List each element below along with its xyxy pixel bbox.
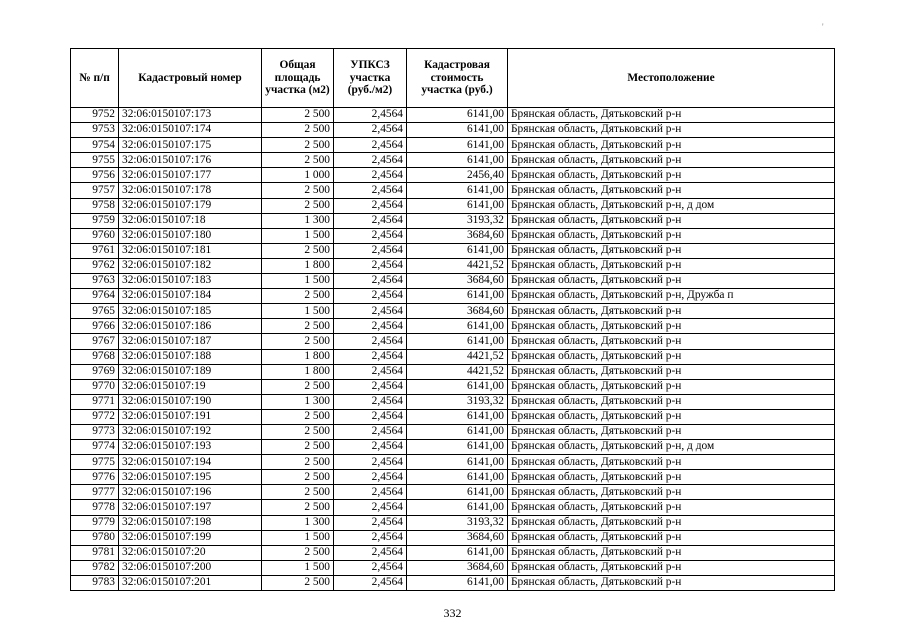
table-row: [71, 440, 835, 455]
cell-location: Брянская область, Дятьковский р-н: [508, 258, 835, 273]
cell-upksz: 2,4564: [334, 123, 407, 138]
cell-upksz: 2,4564: [334, 424, 407, 439]
cell-cadastral-number: 32:06:0150107:199: [119, 530, 262, 545]
table-row: [71, 243, 835, 258]
cell-upksz: 2,4564: [334, 243, 407, 258]
cell-upksz: 2,4564: [334, 455, 407, 470]
cell-upksz: 2,4564: [334, 138, 407, 153]
cell-location: Брянская область, Дятьковский р-н: [508, 108, 835, 123]
cell-cadastral-number: 32:06:0150107:187: [119, 334, 262, 349]
cell-num: 9762: [71, 258, 119, 273]
cell-location: Брянская область, Дятьковский р-н: [508, 138, 835, 153]
cell-area: 2 500: [262, 289, 334, 304]
cell-cadastral-cost: 6141,00: [407, 108, 508, 123]
cell-location: Брянская область, Дятьковский р-н: [508, 334, 835, 349]
cell-num: 9766: [71, 319, 119, 334]
cell-cadastral-number: 32:06:0150107:173: [119, 108, 262, 123]
cell-location: Брянская область, Дятьковский р-н, Дружба п: [508, 289, 835, 304]
cell-cadastral-cost: 6141,00: [407, 424, 508, 439]
cell-cadastral-cost: 3684,60: [407, 274, 508, 289]
cell-location: Брянская область, Дятьковский р-н: [508, 485, 835, 500]
cell-num: 9768: [71, 349, 119, 364]
header-row: [71, 49, 835, 108]
cell-cadastral-number: 32:06:0150107:176: [119, 153, 262, 168]
cell-location: Брянская область, Дятьковский р-н: [508, 153, 835, 168]
cell-location: Брянская область, Дятьковский р-н, д дом: [508, 198, 835, 213]
cell-cadastral-number: 32:06:0150107:182: [119, 258, 262, 273]
table-row: [71, 409, 835, 424]
table-row: [71, 485, 835, 500]
cell-location: Брянская область, Дятьковский р-н, д дом: [508, 440, 835, 455]
table-row: [71, 304, 835, 319]
cell-upksz: 2,4564: [334, 515, 407, 530]
cell-upksz: 2,4564: [334, 364, 407, 379]
cell-area: 2 500: [262, 409, 334, 424]
cell-cadastral-number: 32:06:0150107:192: [119, 424, 262, 439]
table-row: [71, 470, 835, 485]
table-row: [71, 424, 835, 439]
cell-location: Брянская область, Дятьковский р-н: [508, 213, 835, 228]
cell-upksz: 2,4564: [334, 183, 407, 198]
cell-num: 9752: [71, 108, 119, 123]
cell-cadastral-number: 32:06:0150107:179: [119, 198, 262, 213]
cell-upksz: 2,4564: [334, 560, 407, 575]
cell-upksz: 2,4564: [334, 440, 407, 455]
cell-num: 9770: [71, 379, 119, 394]
cell-location: Брянская область, Дятьковский р-н: [508, 560, 835, 575]
cell-cadastral-number: 32:06:0150107:201: [119, 575, 262, 590]
cell-area: 2 500: [262, 485, 334, 500]
cell-area: 1 800: [262, 349, 334, 364]
cell-cadastral-number: 32:06:0150107:174: [119, 123, 262, 138]
cell-upksz: 2,4564: [334, 168, 407, 183]
cell-location: Брянская область, Дятьковский р-н: [508, 545, 835, 560]
cell-area: 2 500: [262, 198, 334, 213]
cell-cadastral-cost: 6141,00: [407, 470, 508, 485]
cell-cadastral-cost: 3684,60: [407, 530, 508, 545]
cell-area: 2 500: [262, 138, 334, 153]
cell-num: 9774: [71, 440, 119, 455]
cell-num: 9758: [71, 198, 119, 213]
cell-cadastral-cost: 3684,60: [407, 228, 508, 243]
cell-cadastral-number: 32:06:0150107:180: [119, 228, 262, 243]
cell-cadastral-cost: 6141,00: [407, 500, 508, 515]
cell-num: 9769: [71, 364, 119, 379]
cell-cadastral-cost: 6141,00: [407, 183, 508, 198]
cell-upksz: 2,4564: [334, 258, 407, 273]
cell-num: 9778: [71, 500, 119, 515]
cell-cadastral-number: 32:06:0150107:189: [119, 364, 262, 379]
cell-cadastral-cost: 6141,00: [407, 440, 508, 455]
cell-location: Брянская область, Дятьковский р-н: [508, 304, 835, 319]
table-body: [71, 108, 835, 591]
cell-upksz: 2,4564: [334, 379, 407, 394]
cell-upksz: 2,4564: [334, 228, 407, 243]
table-row: [71, 379, 835, 394]
cell-cadastral-cost: 6141,00: [407, 409, 508, 424]
cell-num: 9767: [71, 334, 119, 349]
cell-num: 9773: [71, 424, 119, 439]
cell-cadastral-cost: 6141,00: [407, 123, 508, 138]
cell-upksz: 2,4564: [334, 108, 407, 123]
header-upksz: УПКСЗ участка (руб./м2): [334, 49, 407, 108]
cell-num: 9759: [71, 213, 119, 228]
cell-upksz: 2,4564: [334, 319, 407, 334]
cell-area: 2 500: [262, 153, 334, 168]
table-row: [71, 545, 835, 560]
table-row: [71, 530, 835, 545]
cell-upksz: 2,4564: [334, 409, 407, 424]
cell-cadastral-cost: 4421,52: [407, 364, 508, 379]
cell-upksz: 2,4564: [334, 545, 407, 560]
table-row: [71, 289, 835, 304]
cell-cadastral-number: 32:06:0150107:200: [119, 560, 262, 575]
cell-location: Брянская область, Дятьковский р-н: [508, 530, 835, 545]
cell-area: 2 500: [262, 500, 334, 515]
table-row: [71, 138, 835, 153]
cell-cadastral-cost: 6141,00: [407, 319, 508, 334]
cell-cadastral-number: 32:06:0150107:196: [119, 485, 262, 500]
cell-cadastral-cost: 6141,00: [407, 455, 508, 470]
cell-area: 1 800: [262, 364, 334, 379]
cell-area: 1 500: [262, 274, 334, 289]
header-location: Местоположение: [508, 49, 835, 108]
cell-area: 1 000: [262, 168, 334, 183]
cell-cadastral-number: 32:06:0150107:198: [119, 515, 262, 530]
cell-num: 9755: [71, 153, 119, 168]
cell-cadastral-cost: 6141,00: [407, 198, 508, 213]
cell-num: 9772: [71, 409, 119, 424]
cell-cadastral-cost: 3684,60: [407, 560, 508, 575]
cell-area: 2 500: [262, 334, 334, 349]
cell-cadastral-number: 32:06:0150107:20: [119, 545, 262, 560]
cell-area: 1 300: [262, 515, 334, 530]
cell-cadastral-cost: 6141,00: [407, 289, 508, 304]
cell-upksz: 2,4564: [334, 470, 407, 485]
cell-location: Брянская область, Дятьковский р-н: [508, 379, 835, 394]
cell-upksz: 2,4564: [334, 289, 407, 304]
table-row: [71, 349, 835, 364]
table-row: [71, 515, 835, 530]
cell-area: 1 300: [262, 213, 334, 228]
table-row: [71, 168, 835, 183]
cell-cadastral-number: 32:06:0150107:186: [119, 319, 262, 334]
cell-area: 1 300: [262, 394, 334, 409]
cell-location: Брянская область, Дятьковский р-н: [508, 455, 835, 470]
cell-area: 2 500: [262, 545, 334, 560]
cell-cadastral-number: 32:06:0150107:178: [119, 183, 262, 198]
table-row: [71, 560, 835, 575]
cell-cadastral-cost: 6141,00: [407, 575, 508, 590]
cell-area: 2 500: [262, 183, 334, 198]
header-cadastral-number: Кадастровый номер: [119, 49, 262, 108]
cell-location: Брянская область, Дятьковский р-н: [508, 500, 835, 515]
cell-cadastral-number: 32:06:0150107:177: [119, 168, 262, 183]
cell-location: Брянская область, Дятьковский р-н: [508, 470, 835, 485]
cell-location: Брянская область, Дятьковский р-н: [508, 394, 835, 409]
cell-cadastral-cost: 4421,52: [407, 258, 508, 273]
cell-area: 2 500: [262, 424, 334, 439]
header-area: Общая площадь участка (м2): [262, 49, 334, 108]
cell-cadastral-number: 32:06:0150107:197: [119, 500, 262, 515]
cell-cadastral-cost: 6141,00: [407, 153, 508, 168]
cell-cadastral-number: 32:06:0150107:185: [119, 304, 262, 319]
cell-cadastral-cost: 6141,00: [407, 379, 508, 394]
cell-location: Брянская область, Дятьковский р-н: [508, 515, 835, 530]
cell-cadastral-cost: 3193,32: [407, 213, 508, 228]
cell-num: 9753: [71, 123, 119, 138]
cell-location: Брянская область, Дятьковский р-н: [508, 183, 835, 198]
table-row: [71, 153, 835, 168]
cell-upksz: 2,4564: [334, 274, 407, 289]
cell-location: Брянская область, Дятьковский р-н: [508, 575, 835, 590]
cell-location: Брянская область, Дятьковский р-н: [508, 168, 835, 183]
cell-area: 2 500: [262, 243, 334, 258]
cell-cadastral-number: 32:06:0150107:190: [119, 394, 262, 409]
cell-area: 1 500: [262, 560, 334, 575]
cell-cadastral-number: 32:06:0150107:19: [119, 379, 262, 394]
table-row: [71, 258, 835, 273]
cell-area: 1 500: [262, 530, 334, 545]
table-row: [71, 274, 835, 289]
cell-upksz: 2,4564: [334, 530, 407, 545]
cell-cadastral-number: 32:06:0150107:188: [119, 349, 262, 364]
table-row: [71, 123, 835, 138]
cell-location: Брянская область, Дятьковский р-н: [508, 123, 835, 138]
cell-location: Брянская область, Дятьковский р-н: [508, 228, 835, 243]
table-row: [71, 183, 835, 198]
cell-cadastral-number: 32:06:0150107:195: [119, 470, 262, 485]
table-row: [71, 213, 835, 228]
cell-upksz: 2,4564: [334, 500, 407, 515]
cell-cadastral-cost: 6141,00: [407, 138, 508, 153]
cell-num: 9754: [71, 138, 119, 153]
cell-area: 2 500: [262, 319, 334, 334]
table-row: [71, 198, 835, 213]
cell-cadastral-cost: 6141,00: [407, 545, 508, 560]
cell-area: 1 800: [262, 258, 334, 273]
cell-num: 9771: [71, 394, 119, 409]
cell-area: 2 500: [262, 379, 334, 394]
cell-num: 9777: [71, 485, 119, 500]
cell-area: 2 500: [262, 123, 334, 138]
cell-area: 2 500: [262, 440, 334, 455]
cell-area: 1 500: [262, 228, 334, 243]
cell-cadastral-number: 32:06:0150107:191: [119, 409, 262, 424]
page-number: 332: [443, 606, 462, 620]
cell-num: 9781: [71, 545, 119, 560]
table-row: [71, 228, 835, 243]
cell-upksz: 2,4564: [334, 213, 407, 228]
cell-location: Брянская область, Дятьковский р-н: [508, 364, 835, 379]
cell-cadastral-cost: 6141,00: [407, 334, 508, 349]
cell-num: 9756: [71, 168, 119, 183]
table-row: [71, 108, 835, 123]
cell-num: 9763: [71, 274, 119, 289]
cell-cadastral-number: 32:06:0150107:183: [119, 274, 262, 289]
cell-upksz: 2,4564: [334, 394, 407, 409]
cell-cadastral-cost: 6141,00: [407, 485, 508, 500]
cell-num: 9765: [71, 304, 119, 319]
cell-cadastral-number: 32:06:0150107:184: [119, 289, 262, 304]
cell-location: Брянская область, Дятьковский р-н: [508, 349, 835, 364]
table-row: [71, 500, 835, 515]
cell-num: 9776: [71, 470, 119, 485]
cell-cadastral-cost: 3684,60: [407, 304, 508, 319]
cell-location: Брянская область, Дятьковский р-н: [508, 243, 835, 258]
cell-upksz: 2,4564: [334, 349, 407, 364]
cell-cadastral-number: 32:06:0150107:181: [119, 243, 262, 258]
cell-num: 9760: [71, 228, 119, 243]
cadastral-table: [70, 48, 835, 591]
cell-num: 9764: [71, 289, 119, 304]
table-header: [71, 49, 835, 108]
cell-num: 9757: [71, 183, 119, 198]
cell-num: 9761: [71, 243, 119, 258]
cell-num: 9783: [71, 575, 119, 590]
cell-location: Брянская область, Дятьковский р-н: [508, 424, 835, 439]
cell-upksz: 2,4564: [334, 153, 407, 168]
cell-cadastral-cost: 6141,00: [407, 243, 508, 258]
cell-cadastral-number: 32:06:0150107:193: [119, 440, 262, 455]
cell-num: 9782: [71, 560, 119, 575]
cell-area: 2 500: [262, 575, 334, 590]
cell-area: 2 500: [262, 470, 334, 485]
cell-num: 9775: [71, 455, 119, 470]
cell-cadastral-cost: 2456,40: [407, 168, 508, 183]
cell-upksz: 2,4564: [334, 304, 407, 319]
cell-upksz: 2,4564: [334, 485, 407, 500]
cell-area: 2 500: [262, 108, 334, 123]
cell-cadastral-number: 32:06:0150107:194: [119, 455, 262, 470]
cell-num: 9780: [71, 530, 119, 545]
cell-location: Брянская область, Дятьковский р-н: [508, 274, 835, 289]
cell-upksz: 2,4564: [334, 334, 407, 349]
cell-cadastral-number: 32:06:0150107:18: [119, 213, 262, 228]
corner-mark: ': [822, 22, 824, 32]
cell-cadastral-number: 32:06:0150107:175: [119, 138, 262, 153]
cell-area: 2 500: [262, 455, 334, 470]
cell-location: Брянская область, Дятьковский р-н: [508, 409, 835, 424]
cell-upksz: 2,4564: [334, 575, 407, 590]
cell-cadastral-cost: 3193,32: [407, 394, 508, 409]
table-row: [71, 394, 835, 409]
cell-cadastral-cost: 3193,32: [407, 515, 508, 530]
table-row: [71, 319, 835, 334]
cell-area: 1 500: [262, 304, 334, 319]
cell-cadastral-cost: 4421,52: [407, 349, 508, 364]
cell-num: 9779: [71, 515, 119, 530]
header-cadastral-cost: Кадастровая стоимость участка (руб.): [407, 49, 508, 108]
cell-location: Брянская область, Дятьковский р-н: [508, 319, 835, 334]
cell-upksz: 2,4564: [334, 198, 407, 213]
table-row: [71, 334, 835, 349]
table-row: [71, 364, 835, 379]
header-num: № п/п: [71, 49, 119, 108]
table-row: [71, 455, 835, 470]
table-row: [71, 575, 835, 590]
